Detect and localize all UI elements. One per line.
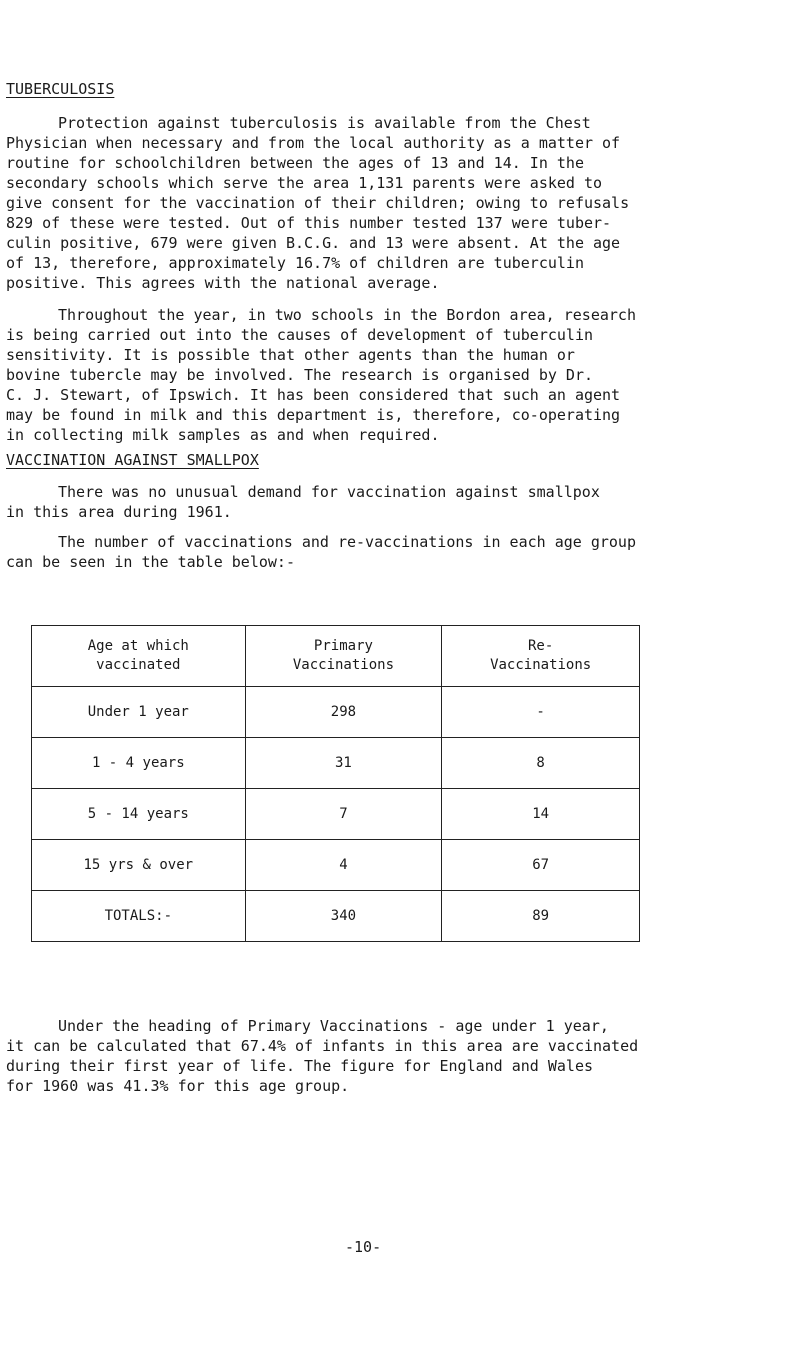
closing-paragraph: Under the heading of Primary Vaccinations - age under 1 year, it can be calculated that 67.4% of infants in this area are vaccinated during their first year of life. The figure for England and Wales for 1960 was 41.3% for this age group.: [6, 1017, 639, 1095]
table-row: [32, 738, 640, 789]
cell-age: Under 1 year: [32, 687, 246, 738]
cell-age: TOTALS:-: [32, 891, 246, 942]
table-row: [32, 840, 640, 891]
tuberculosis-paragraph-2: Throughout the year, in two schools in the Bordon area, research is being carried out into the causes of development of tuberculin sensitivity. It is possible that other agents than the human or bovine tubercle may be involved. The research is organised by Dr. C. J. Stewart, of Ipswich. It has been considered that such an agent may be found in milk and this department is, therefore, co-operating in collecting milk samples as and when required.: [6, 306, 636, 444]
cell-revaccinations: 8: [442, 738, 640, 789]
tuberculosis-paragraph-1: Protection against tuberculosis is available from the Chest Physician when necessary and from the local authority as a matter of routine for schoolchildren between the ages of 13 and 14. In the secondary schools which serve the area 1,131 parents were asked to give consent for the vaccination of their children; owing to refusals 829 of these were tested. Out of this number tested 137 were tuber- culin positive, 679 were given B.C.G. and 13 were absent. At the age of 13, therefore, approximately 16.7% of children are tuberculin positive. This agrees with the national average.: [6, 114, 630, 292]
cell-age: 5 - 14 years: [32, 789, 246, 840]
cell-primary: 298: [245, 687, 442, 738]
header-primary: Primary Vaccinations: [245, 626, 442, 687]
tuberculosis-heading: TUBERCULOSIS: [6, 80, 115, 98]
cell-revaccinations: 14: [442, 789, 640, 840]
cell-age: 1 - 4 years: [32, 738, 246, 789]
cell-primary: 4: [245, 840, 442, 891]
header-age: Age at which vaccinated: [32, 626, 246, 687]
cell-primary: 31: [245, 738, 442, 789]
vaccination-table: [31, 625, 640, 942]
cell-revaccinations: -: [442, 687, 640, 738]
cell-age: 15 yrs & over: [32, 840, 246, 891]
table-header-row: [32, 626, 640, 687]
table-row: [32, 789, 640, 840]
header-revaccinations: Re- Vaccinations: [442, 626, 640, 687]
cell-primary: 7: [245, 789, 442, 840]
smallpox-paragraph-2: The number of vaccinations and re-vaccinations in each age group can be seen in the table below:-: [6, 533, 636, 571]
cell-primary: 340: [245, 891, 442, 942]
cell-revaccinations: 89: [442, 891, 640, 942]
cell-revaccinations: 67: [442, 840, 640, 891]
table-row: [32, 687, 640, 738]
smallpox-heading: VACCINATION AGAINST SMALLPOX: [6, 451, 259, 469]
smallpox-paragraph-1: There was no unusual demand for vaccination against smallpox in this area during 1961.: [6, 483, 600, 521]
table-totals-row: [32, 891, 640, 942]
page-number: -10-: [345, 1238, 382, 1256]
